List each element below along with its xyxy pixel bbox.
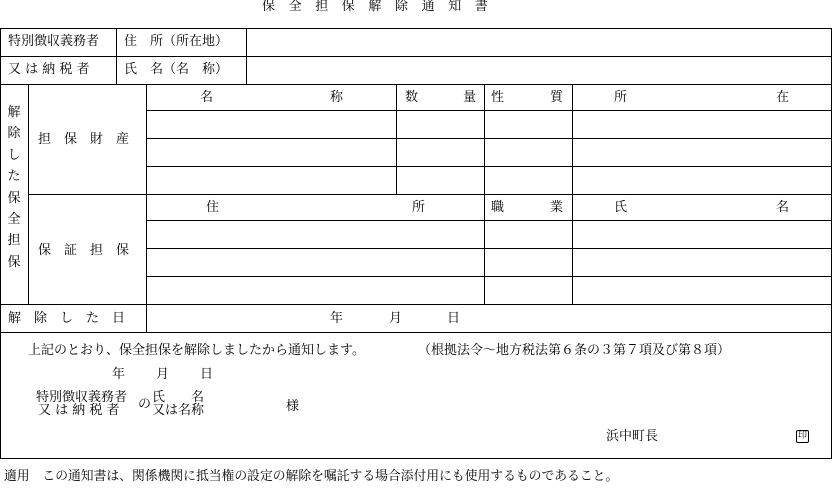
col-header-nature-2: 質 xyxy=(550,90,564,105)
seal-mark-icon: 印 xyxy=(797,431,807,441)
col-header-name-1: 名 xyxy=(200,90,214,105)
taxpayer-label-2: 又 は 納 税 者 xyxy=(8,62,90,77)
addressee-connector: の xyxy=(138,397,152,412)
vertical-label-char: 担 xyxy=(7,233,21,249)
col-header-address-2: 所 xyxy=(412,200,426,215)
addressee-name-label-1: 氏 名 xyxy=(152,390,205,405)
released-security-vertical-label xyxy=(4,106,24,277)
section-label-divider xyxy=(146,84,147,332)
property-section-label: 担 保 財 産 xyxy=(38,132,130,147)
date-row-bottom-border xyxy=(0,332,832,333)
addressee-label-2: 又 は 納 税 者 xyxy=(38,403,120,418)
col-header-nature-1: 性 xyxy=(491,90,505,105)
vertical-label-char: 保 xyxy=(7,254,21,270)
taxpayer-label-1: 特別徴収義務者 xyxy=(8,34,100,49)
col-header-occupation-2: 業 xyxy=(550,200,564,215)
guarantee-header-divider xyxy=(146,220,832,221)
col-header-occupation-1: 職 xyxy=(491,200,505,215)
property-row-divider-1 xyxy=(146,138,832,139)
header-bottom-border xyxy=(0,84,832,85)
guarantee-row-divider-2 xyxy=(146,276,832,277)
release-date-year: 年 xyxy=(330,311,344,326)
release-date-day: 日 xyxy=(447,311,461,326)
release-date-month: 月 xyxy=(389,311,403,326)
vertical-label-char: 除 xyxy=(7,126,21,142)
honorific-sama: 様 xyxy=(286,399,300,414)
document-title: 保 全 担 保 解 除 通 知 書 xyxy=(262,0,489,14)
header-row-divider xyxy=(0,56,832,57)
col-header-guarantor-name-2: 名 xyxy=(776,200,790,215)
address-input-field[interactable] xyxy=(248,30,830,55)
guarantee-section-label: 保 証 担 保 xyxy=(38,243,130,258)
vertical-label-char: 解 xyxy=(7,105,21,120)
addressee-label-1: 特別徴収義務者 xyxy=(36,390,128,405)
nature-col-divider xyxy=(484,84,485,304)
vertical-label-char: た xyxy=(7,169,21,185)
vertical-label-char: し xyxy=(7,147,21,163)
vertical-label-char: 全 xyxy=(7,211,21,227)
notice-legal-basis: （根拠法令～地方税法第６条の３第７項及び第８項） xyxy=(418,343,731,358)
property-row-divider-2 xyxy=(146,166,832,167)
col-header-name-2: 称 xyxy=(330,90,344,105)
name-label: 氏 名（名 称） xyxy=(124,62,229,77)
section-divider xyxy=(28,194,832,195)
name-input-field[interactable] xyxy=(248,58,830,83)
header-field-divider xyxy=(246,28,247,84)
col-header-address-1: 住 xyxy=(206,200,220,215)
vertical-label-char: 保 xyxy=(7,190,21,206)
table-top-border xyxy=(0,28,832,29)
col-header-location-1: 所 xyxy=(614,90,628,105)
date-row-top-border xyxy=(0,304,832,305)
col-header-quantity-2: 量 xyxy=(463,90,477,105)
notice-date-year: 年 xyxy=(112,367,126,382)
col-header-guarantor-name-1: 氏 xyxy=(614,200,628,215)
notice-date-day: 日 xyxy=(200,367,214,382)
table-bottom-border xyxy=(0,458,832,459)
guarantee-row-divider-1 xyxy=(146,248,832,249)
footnote-text: 適用 この通知書は、関係機関に抵当権の設定の解除を嘱託する場合添付用にも使用するものであること。 xyxy=(4,469,619,484)
vertical-label-divider xyxy=(28,84,29,304)
notice-date-month: 月 xyxy=(156,367,170,382)
col-header-location-2: 在 xyxy=(776,90,790,105)
table-left-border xyxy=(0,28,1,459)
release-date-label: 解 除 し た 日 xyxy=(8,311,126,326)
location-col-divider xyxy=(572,84,573,304)
issuer-name: 浜中町長 xyxy=(606,429,659,444)
addressee-name-label-2: 又は名称 xyxy=(152,403,205,418)
header-label-divider xyxy=(116,28,117,84)
quantity-col-divider xyxy=(396,84,397,194)
col-header-quantity-1: 数 xyxy=(405,90,419,105)
address-label: 住 所（所在地） xyxy=(124,34,229,49)
notice-text: 上記のとおり、保全担保を解除しましたから通知します。 xyxy=(28,343,365,358)
property-header-divider xyxy=(146,110,832,111)
